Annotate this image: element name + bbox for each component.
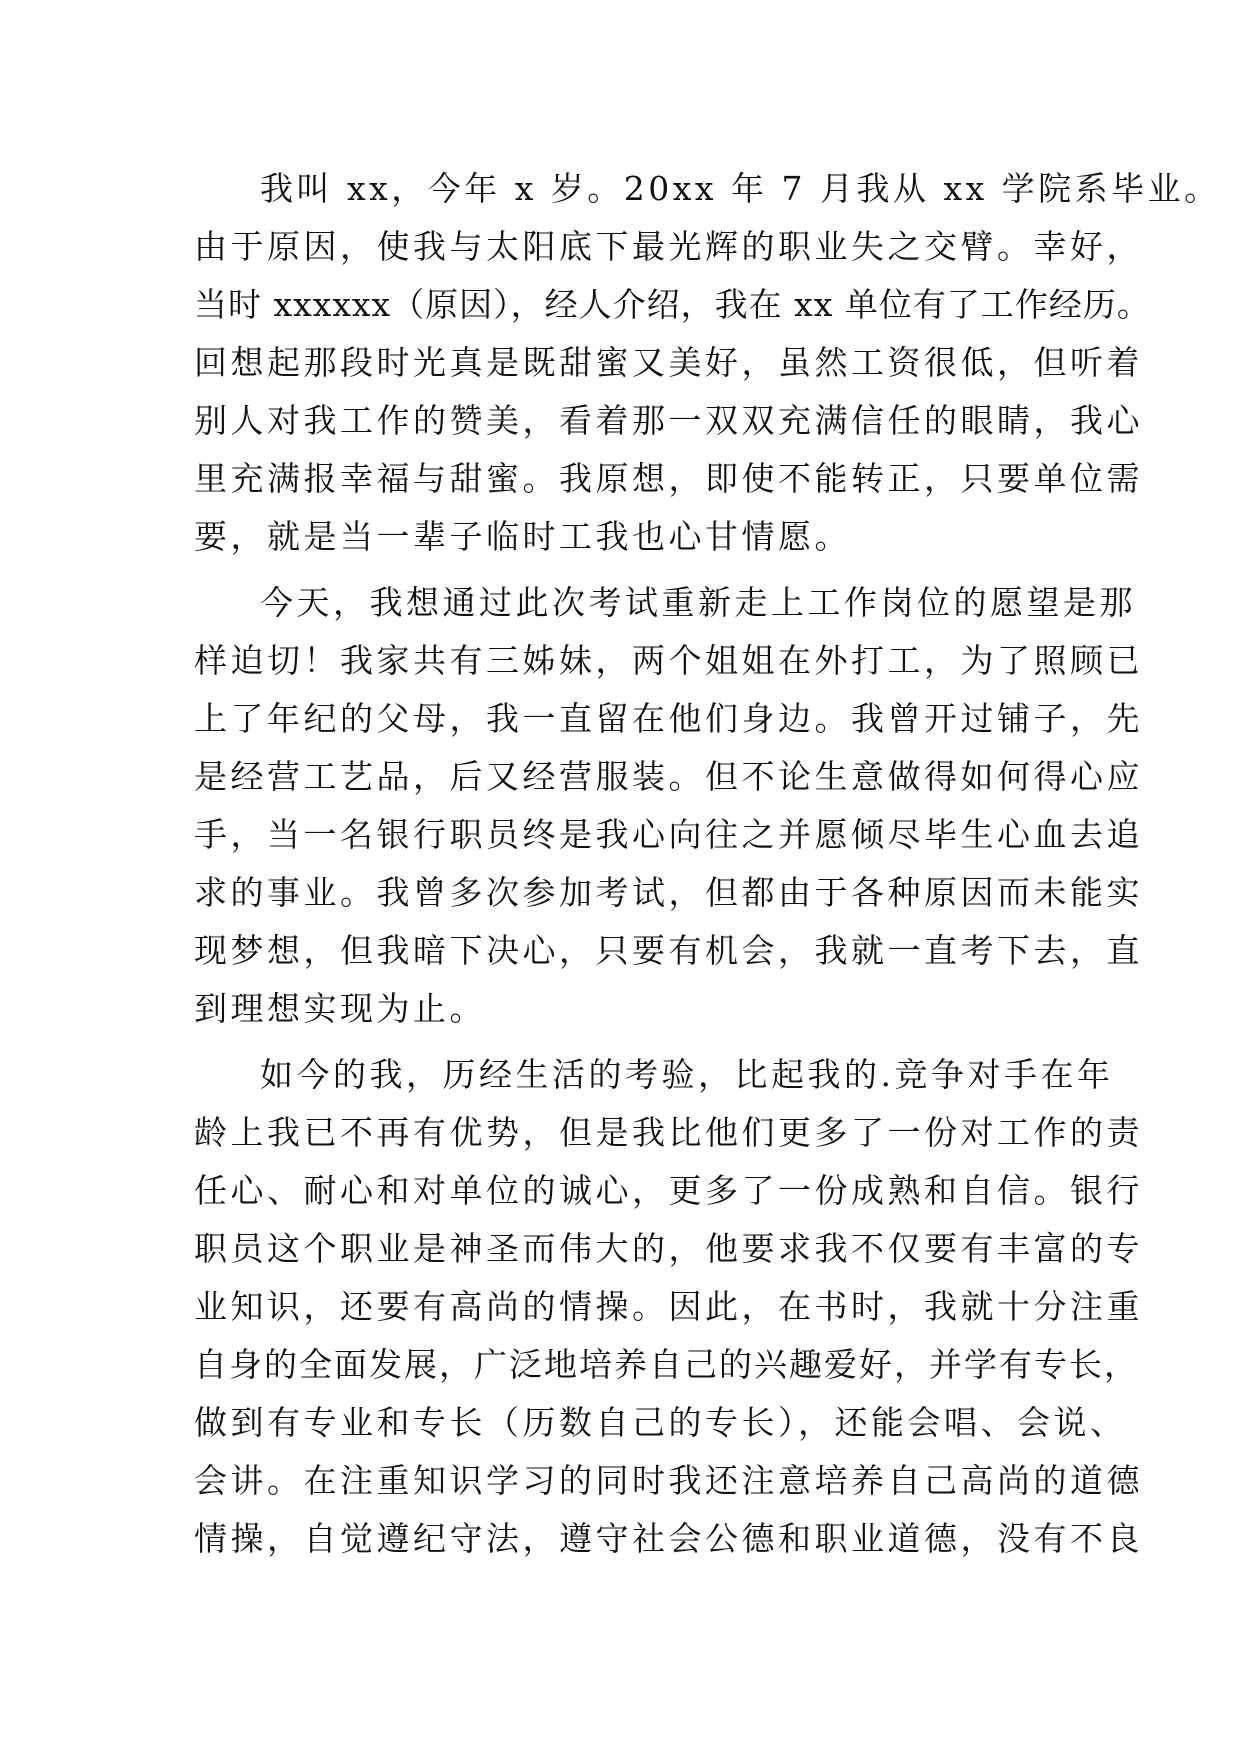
paragraph-3-line-6: 自身的全面发展，广泛地培养自己的兴趣爱好，并学有专长， bbox=[194, 1345, 1139, 1384]
paragraph-1-line-5: 别人对我工作的赞美，看着那一双双充满信任的眼睛，我心 bbox=[194, 401, 1143, 440]
paragraph-3-line-4: 职员这个职业是神圣而伟大的，他要求我不仅要有丰富的专 bbox=[194, 1229, 1143, 1268]
paragraph-spacer bbox=[194, 1038, 1074, 1046]
paragraph-2-line-4: 是经营工艺品，后又经营服装。但不论生意做得如何得心应 bbox=[194, 757, 1143, 796]
paragraph-2-line-5: 手，当一名银行职员终是我心向往之并愿倾尽毕生心血去追 bbox=[194, 815, 1143, 854]
paragraph-spacer bbox=[194, 566, 1074, 574]
paragraph-2-line-6: 求的事业。我曾多次参加考试，但都由于各种原因而未能实 bbox=[194, 873, 1143, 912]
paragraph-2-line-8: 到理想实现为止。 bbox=[194, 989, 486, 1028]
paragraph-1-line-4: 回想起那段时光真是既甜蜜又美好，虽然工资很低，但听着 bbox=[194, 343, 1143, 382]
paragraph-1-line-7: 要，就是当一辈子临时工我也心甘情愿。 bbox=[194, 517, 851, 556]
paragraph-3-line-2: 龄上我已不再有优势，但是我比他们更多了一份对工作的责 bbox=[194, 1113, 1143, 1152]
paragraph-3-line-1: 如今的我，历经生活的考验，比起我的.竞争对手在年 bbox=[260, 1055, 1114, 1094]
paragraph-3-line-8: 会讲。在注重知识学习的同时我还注意培养自己高尚的道德 bbox=[194, 1461, 1143, 1500]
paragraph-2-line-2: 样迫切！我家共有三姊妹，两个姐姐在外打工，为了照顾已 bbox=[194, 641, 1143, 680]
paragraph-2-line-1: 今天，我想通过此次考试重新走上工作岗位的愿望是那 bbox=[260, 583, 1136, 622]
paragraph-3-line-7: 做到有专业和专长（历数自己的专长），还能会唱、会说、 bbox=[194, 1403, 1127, 1442]
paragraph-3-line-3: 任心、耐心和对单位的诚心，更多了一份成熟和自信。银行 bbox=[194, 1171, 1143, 1210]
paragraph-3-line-9: 情操，自觉遵纪守法，遵守社会公德和职业道德，没有不良 bbox=[194, 1519, 1143, 1558]
paragraph-2-line-7: 现梦想，但我暗下决心，只要有机会，我就一直考下去，直 bbox=[194, 931, 1143, 970]
paragraph-1-line-1: 我叫 xx，今年 x 岁。20xx 年 7 月我从 xx 学院系毕业。 bbox=[260, 169, 1221, 208]
paragraph-1-line-2: 由于原因，使我与太阳底下最光辉的职业失之交臂。幸好， bbox=[194, 227, 1143, 266]
paragraph-1-line-3: 当时 xxxxxx（原因），经人介绍，我在 xx 单位有了工作经历。 bbox=[194, 285, 1151, 324]
paragraph-2-line-3: 上了年纪的父母，我一直留在他们身边。我曾开过铺子，先 bbox=[194, 699, 1143, 738]
paragraph-1-line-6: 里充满报幸福与甜蜜。我原想，即使不能转正，只要单位需 bbox=[194, 459, 1143, 498]
document-body bbox=[194, 160, 1221, 1568]
paragraph-3-line-5: 业知识，还要有高尚的情操。因此，在书时，我就十分注重 bbox=[194, 1287, 1143, 1326]
